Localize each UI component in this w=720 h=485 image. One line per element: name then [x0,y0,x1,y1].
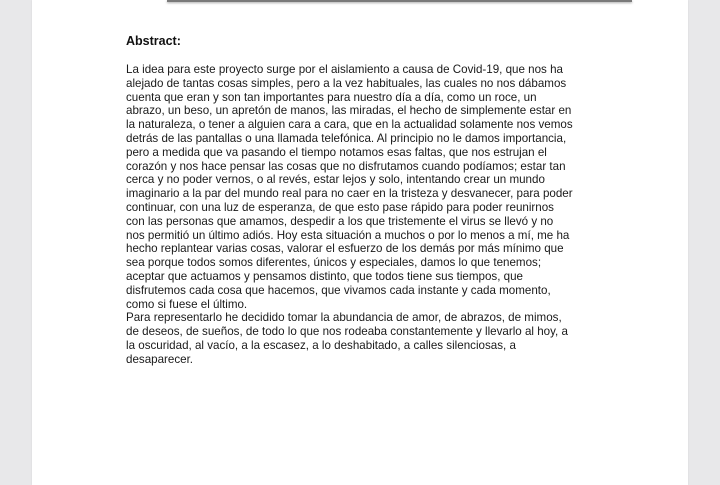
abstract-body [126,63,626,367]
document-page [32,0,688,485]
abstract-line: corazón y nos hace pensar las cosas que no disfrutamos cuando podíamos; estar tan [126,159,566,173]
abstract-line: la oscuridad, al vacío, a la escasez, a lo deshabitado, a calles silenciosas, a [126,338,516,352]
abstract-line: hecho replantear varias cosas, valorar el esfuerzo de los demás por más mínimo que [126,242,564,256]
abstract-line: disfrutemos cada cosa que hacemos, que vivamos cada instante y cada momento, [126,283,551,297]
abstract-line: alejado de tantas cosas simples, pero a la vez habituales, las cuales no nos dábamos [126,76,567,90]
abstract-line: de deseos, de sueños, de todo lo que nos rodeaba constantemente y llevarlo al hoy, a [126,325,568,339]
abstract-line: continuar, con una luz de esperanza, de que esto pase rápido para poder reunirnos [126,200,554,214]
abstract-heading: Abstract: [126,34,181,48]
page-top-rule [167,0,632,2]
abstract-line: con las personas que amamos, despedir a los que tristemente el virus se llevó y no [126,214,554,228]
abstract-line: desaparecer. [126,352,194,366]
abstract-line: aceptar que actuamos y pensamos distinto, que todos tiene sus tiempos, que [126,269,524,283]
abstract-line: detrás de las pantallas o una llamada telefónica. Al principio no le damos importancia, [126,131,567,145]
abstract-line: cerca y no poder vernos, o al revés, estar lejos y solo, intentando crear un mundo [126,173,545,187]
abstract-line: la naturaleza, o tener a alguien cara a cara, que en la actualidad solamente nos vemos [126,118,573,132]
abstract-line: Para representarlo he decidido tomar la abundancia de amor, de abrazos, de mimos, [126,311,562,325]
abstract-line: abrazo, un beso, un apretón de manos, las miradas, el hecho de simplemente estar en [126,104,572,118]
abstract-line: sea porque todos somos diferentes, únicos y especiales, damos lo que tenemos; [126,256,542,270]
abstract-line: como si fuese el último. [126,297,248,311]
abstract-line: imaginario a la par del mundo real para no caer en la tristeza y desvanecer, para poder [126,187,573,201]
abstract-line: nos permitió un último adiós. Hoy esta situación a muchos o por lo menos a mí, me ha [126,228,570,242]
abstract-line: pero a medida que va pasando el tiempo notamos esas faltas, que nos estrujan el [126,145,547,159]
abstract-line: cuenta que eran y son tan importantes para nuestro día a día, como un roce, un [126,90,537,104]
abstract-line: La idea para este proyecto surge por el aislamiento a causa de Covid-19, que nos ha [126,63,563,76]
